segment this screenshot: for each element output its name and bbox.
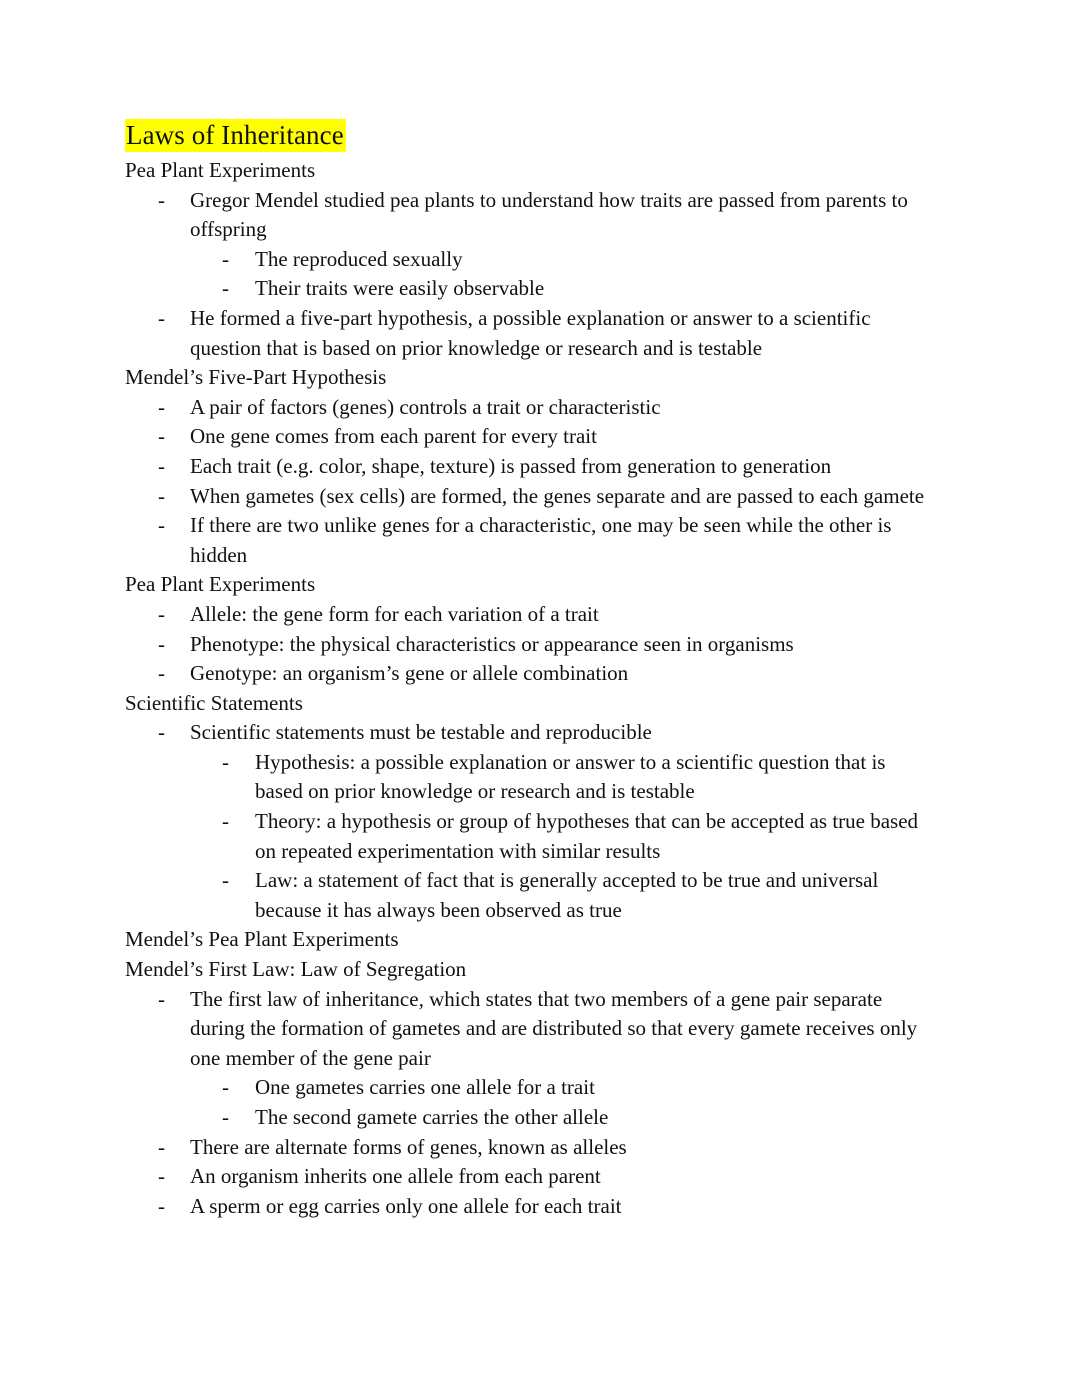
bullet-text: Gregor Mendel studied pea plants to understand how traits are passed from parents to offspring bbox=[190, 187, 908, 242]
bullet-dash-icon: - bbox=[222, 276, 229, 301]
section-heading: Pea Plant Experiments bbox=[125, 572, 316, 597]
bullet-item-level-2 bbox=[222, 1073, 935, 1103]
bullet-text: An organism inherits one allele from each parent bbox=[190, 1164, 601, 1189]
bullet-dash-icon: - bbox=[222, 1105, 229, 1129]
note-section bbox=[125, 156, 935, 363]
bullet-item-level-1 bbox=[158, 718, 935, 748]
note-section bbox=[125, 363, 935, 570]
bullet-item-level-1 bbox=[158, 393, 935, 423]
bullet-dash-icon: - bbox=[222, 868, 229, 893]
bullet-item-level-1 bbox=[158, 1133, 935, 1163]
bullet-dash-icon: - bbox=[158, 453, 165, 478]
section-heading: Mendel’s Five-Part Hypothesis bbox=[125, 365, 387, 390]
bullet-dash-icon: - bbox=[158, 661, 165, 686]
note-body bbox=[125, 156, 935, 1221]
bullet-item-level-1 bbox=[158, 630, 935, 660]
bullet-dash-icon: - bbox=[158, 513, 165, 538]
bullet-item-level-1 bbox=[158, 482, 935, 512]
note-section bbox=[125, 689, 935, 926]
bullet-item-level-2 bbox=[222, 748, 935, 807]
bullet-item-level-1 bbox=[158, 600, 935, 630]
bullet-text: He formed a five-part hypothesis, a possible explanation or answer to a scientific question that is based on prior knowledge or research and is testable bbox=[190, 305, 871, 360]
bullet-dash-icon: - bbox=[158, 720, 165, 745]
bullet-item-level-1 bbox=[158, 422, 935, 452]
bullet-item-level-1 bbox=[158, 985, 935, 1074]
bullet-dash-icon: - bbox=[222, 749, 229, 774]
bullet-text: When gametes (sex cells) are formed, the genes separate and are passed to each gamete bbox=[190, 483, 925, 508]
bullet-text: One gametes carries one allele for a trait bbox=[255, 1075, 595, 1100]
bullet-text: Each trait (e.g. color, shape, texture) is passed from generation to generation bbox=[190, 453, 832, 478]
bullet-text: Phenotype: the physical characteristics or appearance seen in organisms bbox=[190, 631, 794, 656]
note-section bbox=[125, 570, 935, 688]
bullet-item-level-2 bbox=[222, 245, 935, 275]
bullet-text: One gene comes from each parent for every trait bbox=[190, 424, 597, 449]
bullet-dash-icon: - bbox=[158, 1134, 165, 1159]
bullet-item-level-2 bbox=[222, 274, 935, 304]
section-heading: Mendel’s Pea Plant Experiments bbox=[125, 927, 399, 952]
bullet-dash-icon: - bbox=[222, 246, 229, 271]
section-heading: Scientific Statements bbox=[125, 690, 303, 715]
bullet-dash-icon: - bbox=[158, 187, 165, 212]
bullet-dash-icon: - bbox=[158, 1193, 165, 1218]
bullet-text: The reproduced sexually bbox=[255, 246, 463, 271]
bullet-item-level-2 bbox=[222, 807, 935, 866]
bullet-item-level-1 bbox=[158, 304, 935, 363]
bullet-dash-icon: - bbox=[158, 424, 165, 449]
bullet-text: The first law of inheritance, which states that two members of a gene pair separate during the formation of gametes and are distributed so that every gamete receives only one member of the gene pair bbox=[190, 986, 918, 1070]
bullet-text: Scientific statements must be testable and reproducible bbox=[190, 720, 652, 745]
bullet-text: Genotype: an organism’s gene or allele combination bbox=[190, 661, 629, 686]
page-title-highlight: Laws of Inheritance bbox=[126, 120, 344, 150]
bullet-dash-icon: - bbox=[158, 986, 165, 1011]
section-heading: Mendel’s First Law: Law of Segregation bbox=[125, 957, 467, 982]
bullet-dash-icon: - bbox=[158, 631, 165, 656]
bullet-dash-icon: - bbox=[158, 601, 165, 626]
bullet-item-level-2 bbox=[222, 866, 935, 925]
bullet-text: If there are two unlike genes for a characteristic, one may be seen while the other is hidden bbox=[190, 513, 892, 567]
bullet-item-level-1 bbox=[158, 1162, 935, 1192]
bullet-dash-icon: - bbox=[158, 394, 165, 419]
bullet-text: There are alternate forms of genes, known as alleles bbox=[190, 1134, 627, 1159]
section-heading: Pea Plant Experiments bbox=[125, 158, 316, 182]
bullet-dash-icon: - bbox=[222, 809, 229, 834]
bullet-text: A sperm or egg carries only one allele for each trait bbox=[190, 1193, 622, 1218]
bullet-text: Allele: the gene form for each variation of a trait bbox=[190, 601, 599, 626]
bullet-text: Their traits were easily observable bbox=[255, 276, 545, 301]
bullet-item-level-1 bbox=[158, 452, 935, 482]
bullet-item-level-2 bbox=[222, 1103, 935, 1133]
note-section bbox=[125, 925, 935, 955]
bullet-item-level-1 bbox=[158, 511, 935, 570]
page-title bbox=[125, 118, 935, 152]
bullet-text: Theory: a hypothesis or group of hypotheses that can be accepted as true based on repeated experimentation with similar results bbox=[255, 809, 919, 863]
bullet-text: A pair of factors (genes) controls a trait or characteristic bbox=[190, 394, 661, 419]
bullet-dash-icon: - bbox=[222, 1075, 229, 1100]
bullet-dash-icon: - bbox=[158, 305, 165, 330]
bullet-item-level-1 bbox=[158, 659, 935, 689]
bullet-text: Hypothesis: a possible explanation or answer to a scientific question that is based on prior knowledge or research and is testable bbox=[255, 749, 886, 804]
note-section bbox=[125, 955, 935, 1221]
bullet-dash-icon: - bbox=[158, 1164, 165, 1189]
bullet-dash-icon: - bbox=[158, 483, 165, 508]
bullet-item-level-1 bbox=[158, 186, 935, 245]
bullet-text: The second gamete carries the other allele bbox=[255, 1105, 609, 1129]
bullet-item-level-1 bbox=[158, 1192, 935, 1222]
bullet-text: Law: a statement of fact that is generally accepted to be true and universal because it has always been observed as true bbox=[255, 868, 879, 922]
